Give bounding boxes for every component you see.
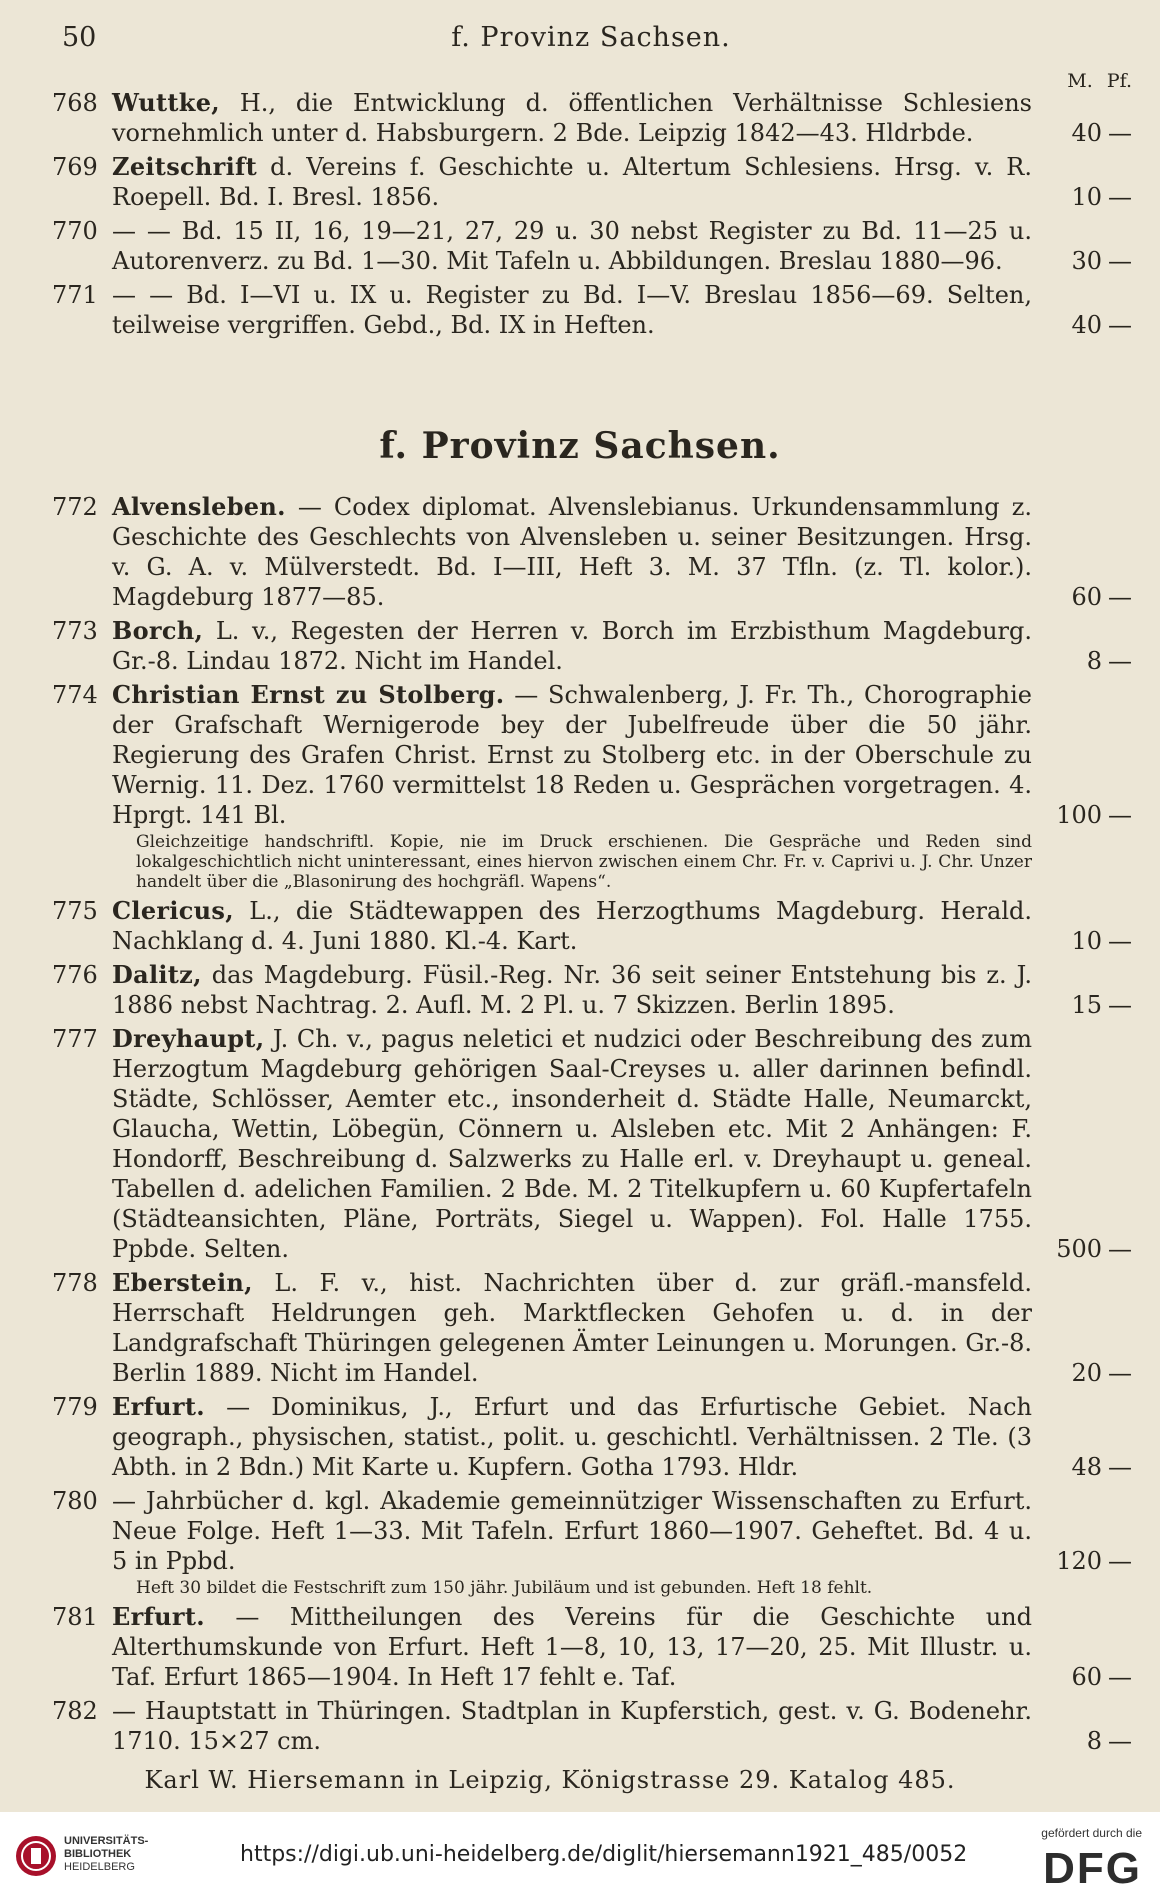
entry-price [1052,1358,1132,1388]
entry-description: das Magdeburg. Füsil.-Reg. Nr. 36 seit seiner Entstehung bis z. J. 1886 nebst Nachtrag. 2. Aufl. M. 2 Pl. u. 7 Skizzen. Berlin 1895. [112,961,1032,1019]
entry-number: 768 [52,89,98,117]
catalog-entry [52,1392,1132,1482]
entry-number: 774 [52,681,98,709]
price-pfennig: — [1108,583,1132,611]
permalink-url[interactable]: https://digi.ub.uni-heidelberg.de/diglit/hiersemann1921_485/0052 [240,1842,968,1867]
catalog-entry [52,88,1132,148]
entry-price [1052,582,1132,612]
entry-description: L. F. v., hist. Nachrichten über d. zur gräfl.-mansfeld. Herrschaft Heldrungen geh. Marktflecken Gehofen u. d. in der Landgrafschaft Thüringen gelegenen Ämter Leinungen u. Morungen. Gr.-8. Berlin 1889. Nicht im Handel. [112,1269,1032,1387]
university-seal-icon [14,1834,58,1878]
entry-description: — Mittheilungen des Vereins für die Geschichte und Alterthumskunde von Erfurt. Heft 1—8, 10, 13, 17—20, 25. Mit Illustr. u. Taf. Erfurt 1865—1904. In Heft 17 fehlt e. Taf. [112,1603,1032,1691]
price-pfennig: — [1108,311,1132,339]
price-pfennig: — [1108,1663,1132,1691]
entry-price [1052,1546,1132,1576]
entry-description: — Dominikus, J., Erfurt und das Erfurtische Gebiet. Nach geograph., physischen, statist., polit. u. geschichtl. Verhältnissen. 2 Tle. (3 Abth. in 2 Bdn.) Mit Karte u. Kupfern. Gotha 1793. Hldr. [112,1393,1032,1481]
library-name [64,1835,148,1874]
entry-number: 778 [52,1269,98,1297]
price-marks: 30 [1071,247,1102,275]
entry-price [1052,182,1132,212]
price-pfennig: — [1108,1547,1132,1575]
entry-heading: Wuttke, [112,88,220,117]
entry-price [1052,646,1132,676]
entry-heading: Alvensleben. [112,492,286,521]
entry-list-top [52,88,1132,344]
entry-list-main [52,492,1132,1760]
price-marks: 15 [1071,991,1102,1019]
entry-note: Heft 30 bildet die Festschrift zum 150 jähr. Jubiläum und ist gebunden. Heft 18 fehlt. [136,1578,873,1598]
price-pfennig: — [1108,647,1132,675]
dfg-logo: DFG [1043,1844,1142,1893]
entry-description: L., die Städtewappen des Herzogthums Magdeburg. Herald. Nachklang d. 4. Juni 1880. Kl.-4. Kart. [112,897,1032,955]
price-marks: 100 [1056,801,1102,829]
entry-number: 779 [52,1393,98,1421]
entry-heading: Erfurt. [112,1602,205,1631]
entry-description: — Hauptstatt in Thüringen. Stadtplan in Kupferstich, gest. v. G. Bodenehr. 1710. 15×27 cm. [112,1697,1032,1755]
entry-number: 781 [52,1603,98,1631]
catalog-entry [52,1602,1132,1692]
price-pfennig: — [1108,927,1132,955]
entry-text [112,492,1032,612]
entry-description: — Codex diplomat. Alvenslebianus. Urkundensammlung z. Geschichte des Geschlechts von Alvensleben u. seiner Besitzungen. Hrsg. v. G. A. v. Mülverstedt. Bd. I—III, Heft 3. M. 37 Tfln. (z. Tl. kolor.). Magdeburg 1877—85. [112,493,1032,611]
entry-text [112,152,1032,212]
entry-text [112,896,1032,956]
entry-number: 780 [52,1487,98,1515]
price-pfennig: — [1108,247,1132,275]
funding-note: gefördert durch die [1041,1826,1142,1840]
entry-price [1052,926,1132,956]
currency-header: M. Pf. [1067,70,1132,92]
entry-description: L. v., Regesten der Herren v. Borch im Erzbisthum Magdeburg. Gr.-8. Lindau 1872. Nicht im Handel. [112,617,1032,675]
entry-text [112,1268,1032,1388]
entry-number: 776 [52,961,98,989]
price-pfennig: — [1108,1453,1132,1481]
entry-price [1052,800,1132,830]
section-heading: f. Provinz Sachsen. [379,425,781,467]
entry-text [112,616,1032,676]
price-marks: 60 [1071,583,1102,611]
entry-text [112,1024,1032,1264]
price-marks: 20 [1071,1359,1102,1387]
entry-price [1052,118,1132,148]
entry-price [1052,990,1132,1020]
entry-text [112,1486,1032,1576]
entry-heading: Eberstein, [112,1268,253,1297]
entry-number: 770 [52,217,98,245]
running-head [62,22,1120,62]
catalog-entry [52,216,1132,276]
price-marks: 120 [1056,1547,1102,1575]
entry-text [112,88,1032,148]
price-pfennig: — [1108,1727,1132,1755]
library-name-line: UNIVERSITÄTS- [64,1835,149,1847]
price-pfennig: — [1108,183,1132,211]
entry-price [1052,1234,1132,1264]
entry-description: — — Bd. 15 II, 16, 19—21, 27, 29 u. 30 nebst Register zu Bd. 11—25 u. Autorenverz. zu Bd. 1—30. Mit Tafeln u. Abbildungen. Breslau 1880—96. [112,217,1032,275]
price-marks: 40 [1071,119,1102,147]
entry-number: 771 [52,281,98,309]
price-marks: 500 [1056,1235,1102,1263]
catalog-entry [52,616,1132,676]
entry-description: — Schwalenberg, J. Fr. Th., Chorographie der Grafschaft Wernigerode bey der Jubelfreude über die 50 jähr. Regierung des Grafen Christ. Ernst zu Stolberg etc. in der Oberschule zu Wernig. 11. Dez. 1760 vermittelst 18 Reden u. Gesprächen vorgetragen. 4. Hprgt. 141 Bl. [112,681,1032,829]
entry-heading: Christian Ernst zu Stolberg. [112,680,505,709]
library-name-line: BIBLIOTHEK [64,1848,132,1860]
entry-heading: Clericus, [112,896,234,925]
catalog-entry [52,152,1132,212]
catalog-entry [52,680,1132,892]
entry-heading: Zeitschrift [112,152,258,181]
running-title: f. Provinz Sachsen. [451,22,731,53]
entry-number: 775 [52,897,98,925]
entry-text [112,680,1032,830]
entry-number: 769 [52,153,98,181]
price-marks: 40 [1071,311,1102,339]
entry-number: 773 [52,617,98,645]
entry-price [1052,246,1132,276]
price-pfennig: — [1108,119,1132,147]
entry-text [112,216,1032,276]
entry-number: 777 [52,1025,98,1053]
entry-text [112,960,1032,1020]
entry-price [1052,1726,1132,1756]
price-marks: 10 [1071,183,1102,211]
catalog-entry [52,896,1132,956]
catalog-entry [52,280,1132,340]
entry-text [112,280,1032,340]
entry-description: J. Ch. v., pagus neletici et nudzici oder Beschreibung des zum Herzogtum Magdeburg gehörigen Saal-Creyses u. aller darinnen befindl. Städte, Schlösser, Aemter etc., insonderheit d. Städte Halle, Neumarckt, Glaucha, Wettin, Löbegün, Cönnern u. Alsleben etc. Mit 2 Anhängen: F. Hondorff, Beschreibung d. Salzwerks zu Halle erl. v. Dreyhaupt u. geneal. Tabellen d. adelichen Familien. 2 Bde. M. 2 Titelkupfern u. 60 Kupfertafeln (Städteansichten, Pläne, Porträts, Siegel u. Wappen). Fol. Halle 1755. Ppbde. Selten. [112,1025,1033,1263]
entry-description: H., die Entwicklung d. öffentlichen Verhältnisse Schlesiens vornehmlich unter d. Habsburgern. 2 Bde. Leipzig 1842—43. Hldrbde. [112,89,1032,147]
library-name-line: HEIDELBERG [64,1861,135,1873]
entry-heading: Dreyhaupt, [112,1024,265,1053]
catalog-entry [52,960,1132,1020]
price-marks: 60 [1071,1663,1102,1691]
entry-number: 772 [52,493,98,521]
entry-heading: Erfurt. [112,1392,205,1421]
price-marks: 48 [1071,1453,1102,1481]
entry-heading: Borch, [112,616,204,645]
price-marks: 10 [1071,927,1102,955]
catalog-entry [52,1696,1132,1756]
price-pfennig: — [1108,1359,1132,1387]
entry-text [112,1696,1032,1756]
catalog-entry [52,1024,1132,1264]
price-pfennig: — [1108,801,1132,829]
entry-price [1052,1452,1132,1482]
entry-price [1052,1662,1132,1692]
entry-description: d. Vereins f. Geschichte u. Altertum Schlesiens. Hrsg. v. R. Roepell. Bd. I. Bresl. 1856. [112,153,1032,211]
price-pfennig: — [1108,991,1132,1019]
entry-text [112,1392,1032,1482]
price-marks: 8 [1086,647,1102,675]
catalog-entry [52,1486,1132,1598]
entry-price [1052,310,1132,340]
digitization-footer [0,1812,1160,1900]
catalog-entry [52,1268,1132,1388]
publisher-imprint: Karl W. Hiersemann in Leipzig, Königstrasse 29. Katalog 485. [144,1766,956,1794]
entry-heading: Dalitz, [112,960,202,989]
entry-note: Gleichzeitige handschriftl. Kopie, nie im Druck erschienen. Die Gespräche und Reden sind lokalgeschichtlich nicht uninteressant, eines hiervon zwischen einem Chr. Fr. v. Caprivi u. J. Chr. Unzer handelt über die „Blasonirung des hochgräfl. Wapens“. [136,832,1032,892]
catalog-entry [52,492,1132,612]
entry-description: — Jahrbücher d. kgl. Akademie gemeinnütziger Wissenschaften zu Erfurt. Neue Folge. Heft 1—33. Mit Tafeln. Erfurt 1860—1907. Geheftet. Bd. 4 u. 5 in Ppbd. [112,1487,1032,1575]
price-marks: 8 [1086,1727,1102,1755]
entry-description: — — Bd. I—VI u. IX u. Register zu Bd. I—V. Breslau 1856—69. Selten, teilweise vergriffen. Gebd., Bd. IX in Heften. [112,281,1032,339]
entry-text [112,1602,1032,1692]
entry-number: 782 [52,1697,98,1725]
page-number: 50 [62,22,97,53]
price-pfennig: — [1108,1235,1132,1263]
